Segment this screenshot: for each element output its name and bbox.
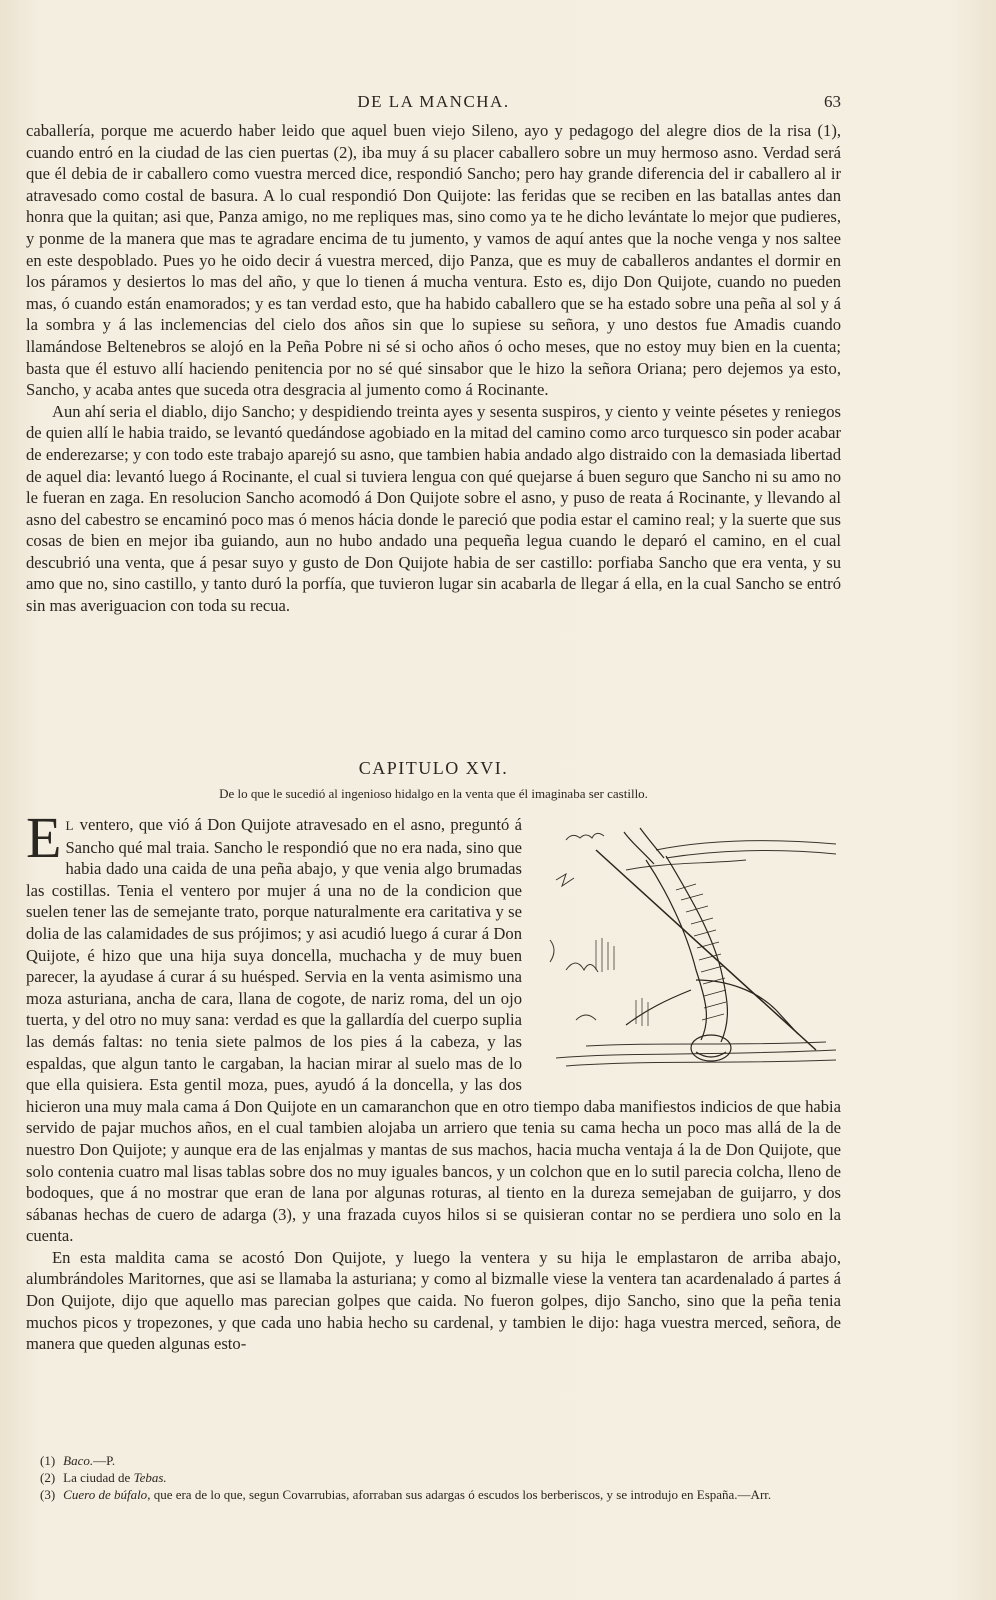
text-block-continuation xyxy=(26,120,841,617)
running-title: DE LA MANCHA. xyxy=(357,92,510,111)
drop-cap: E xyxy=(26,805,62,870)
footnote xyxy=(40,1486,840,1503)
paragraph: En esta maldita cama se acostó Don Quijote, y luego la ventera y su hija le emplastaron de arriba abajo, alumbrándoles Maritornes, que asi se llamaba la asturiana; y como al bizmalle viese la ventera tan acardenalado á partes á Don Quijote, dijo que aquello mas parecian golpes que caida. No fueron golpes, dijo Sancho, sino que la peña tenia muchos picos y tropezones, y que cada uno habia hecho su cardenal, y tambien le dijo: haga vuestra merced, señora, de manera que queden algunas esto- xyxy=(26,1247,841,1354)
paragraph: caballería, porque me acuerdo haber leido que aquel buen viejo Sileno, ayo y pedagogo del alegre dios de la risa (1), cuando entró en la ciudad de las cien puertas (2), iba muy á su placer caballero sobre un muy hermoso asno. Verdad será que él debia de ir caballero como vuestra merced dice, respondió Sancho; pero hay grande diferencia del ir caballero al ir atravesado como costal de basura. A lo cual respondió Don Quijote: las feridas que se reciben en las batallas antes dan honra que la quitan; asi que, Panza amigo, no me repliques mas, sino como ya te he dicho levántate lo mejor que pudieres, y ponme de la manera que mas te agradare encima de tu jumento, y vamos de aquí antes que la noche venga y nos saltee en este despoblado. Pues yo he oido decir á vuestra merced, dijo Panza, que es muy de caballeros andantes el dormir en los páramos y desiertos lo mas del año, y que lo tienen á mucha ventura. Esto es, dijo Don Quijote, cuando no pueden mas, ó cuando están enamorados; y es tan verdad esto, que ha habido caballero que se ha estado sobre una peña al sol y á la sombra y á las inclemencias del cielo dos años sin que lo supiese su señora, y uno destos fue Amadis cuando llamándose Beltenebros se alojó en la Peña Pobre ni sé si ocho años ó ocho meses, que no estoy muy bien en la cuenta; basta que él estuvo allí haciendo penitencia por no sé qué sinsabor que le hizo la señora Oriana; pero dejemos ya esto, Sancho, y acaba antes que suceda otra desgracia al jumento como á Rocinante. xyxy=(26,121,841,400)
illustration-svg xyxy=(536,820,841,1078)
running-head xyxy=(26,92,841,116)
chapter-summary: De lo que le sucedió al ingenioso hidalgo en la venta que él imaginaba ser castillo. xyxy=(219,786,648,801)
footnote-italic: Baco. xyxy=(63,1453,94,1468)
paragraph: Aun ahí seria el diablo, dijo Sancho; y despidiendo treinta ayes y sesenta suspiros, y ciento y veinte pésetes y reniegos de quien allí le habia traido, se levantó quedándose agobiado en la mitad del camino como arco turquesco sin poder acabar de enderezarse; y con todo este trabajo aparejó su asno, que tambien habia andado algo distraido con la demasiada libertad de aquel dia: levantó luego á Rocinante, el cual si tuviera lengua con qué quejarse á buen seguro que Sancho ni su amo no le fueran en zaga. En resolucion Sancho acomodó á Don Quijote sobre el asno, y puso de reata á Rocinante, y llevando al asno del cabestro se encaminó poco mas ó menos hácia donde le pareció que podia estar el camino real; y la suerte que sus cosas de bien en mejor iba guiando, aun no hubo andado una pequeña legua cuando le deparó el camino, en el cual descubrió una venta, que á pesar suyo y gusto de Don Quijote habia de ser castillo: porfiaba Sancho que era venta, y su amo que no, sino castillo, y tanto duró la porfía, que tuvieron lugar sin acabarla de llegar á ella, en la cual Sancho se entró sin mas averiguacion con toda su recua. xyxy=(26,401,841,616)
footnote-mark: (3) xyxy=(40,1487,56,1502)
footnote xyxy=(40,1452,840,1469)
text-block-chapter xyxy=(26,805,841,1355)
first-word-rest: L xyxy=(65,818,75,833)
footnote-italic: Cuero de búfalo xyxy=(63,1487,148,1502)
footnote-italic: Tebas. xyxy=(133,1470,167,1485)
footnote xyxy=(40,1469,840,1486)
engraving-don-quijote-fallen-icon xyxy=(536,820,841,1078)
page-number: 63 xyxy=(824,92,841,111)
footnote-text: —P. xyxy=(93,1453,116,1468)
chapter-title: CAPITULO XVI. xyxy=(358,758,509,778)
footnotes xyxy=(40,1452,840,1503)
footnote-text: , que era de lo que, segun Covarrubias, aforraban sus adargas ó escudos los berberiscos, y se introdujo en España.—Arr. xyxy=(147,1487,772,1502)
footnote-mark: (1) xyxy=(40,1453,56,1468)
footnote-mark: (2) xyxy=(40,1470,56,1485)
footnote-text: La ciudad de xyxy=(63,1470,134,1485)
paragraph-text: ventero, que vió á Don Quijote atravesado en el asno, preguntó á Sancho qué mal traia. Sancho le respondió que no era nada, sino que habia dado una caida de una peña abajo, y que venia algo brumadas las costillas. Tenia el ventero por mujer á una no de la condicion que suelen tener las de semejante trato, porque naturalmente era caritativa y se dolia de las calamidades de sus prójimos; y asi acudió luego á curar á Don Quijote, é hizo que una hija suya doncella, muchacha y de muy buen parecer, la ayudase á curar á su huésped. Servia en la venta asimismo una moza asturiana, ancha de cara, llana de cogote, de nariz roma, del un ojo tuerta, y del otro no muy sana: verdad es que la gallardía del cuerpo suplia las demás faltas: no tenia siete palmos de los pies á la cabeza, y las espaldas, que algun tanto le cargaban, la hacian mirar al suelo mas de lo que ella quisiera. Esta gentil moza, pues, ayudó á la doncella, y las dos hicieron una muy mala cama á Don Quijote en un camaranchon que en otro tiempo daba manifiestos indicios de que habia servido de pajar muchos años, en el cual tambien alojaba un arriero que tenia su cama hecha un poco mas allá de la de nuestro Don Quijote; y aunque era de las enjalmas y mantas de sus machos, hacia mucha ventaja á la de Don Quijote, que solo contenia cuatro mal lisas tablas sobre dos no muy iguales bancos, y un colchon que en lo sutil parecia colcha, lleno de bodoques, que á no mostrar que eran de lana por algunas roturas, al tiento en la dureza semejaban de guijarro, y dos sábanas hechas de cuero de adarga (3), y una frazada cuyos hilos si se quisieran contar no se perdiera uno solo en la cuenta. xyxy=(26,815,841,1246)
